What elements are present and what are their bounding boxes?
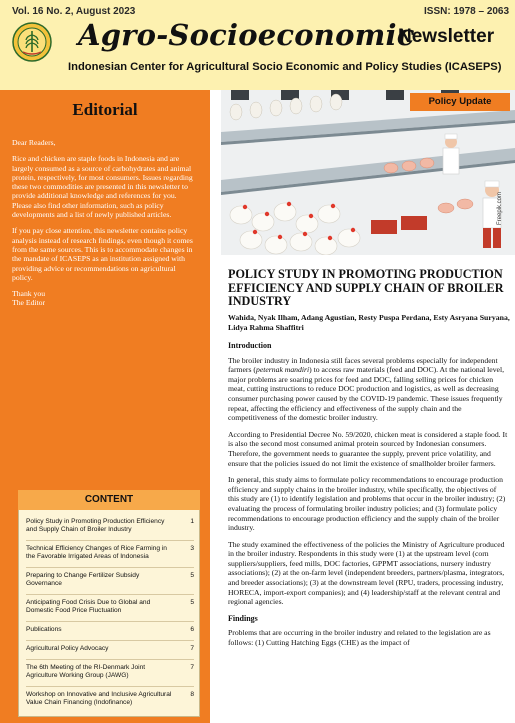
section-heading: Introduction: [228, 341, 272, 350]
issn-number: ISSN: 1978 – 2063: [424, 6, 510, 17]
contents-item-page: 7: [190, 664, 194, 671]
editorial-title: Editorial: [72, 100, 138, 119]
article-body: [228, 338, 508, 655]
contents-item-label: The 6th Meeting of the RI-Denmark Joint Agriculture Working Group (JAWG): [26, 664, 146, 679]
contents-title: CONTENT: [18, 490, 200, 510]
contents-item-label: Workshop on Innovative and Inclusive Agricultural Value Chain Financing (Indofinance): [26, 691, 172, 706]
editorial-paragraph: If you pay close attention, this newsletter contains policy analysis instead of research findings, even though it comes from the same sources. This is to accommodate changes in the mandate of ICASEPS as an institution assigned with providing advice or recommendations on agricultural policy.: [12, 226, 193, 282]
contents-list: [26, 518, 194, 713]
issue-volume: Vol. 16 No. 2, August 2023: [12, 6, 136, 17]
contents-item-label: Agricultural Policy Advocacy: [26, 645, 109, 652]
contents-item[interactable]: [26, 518, 194, 534]
contents-divider: [26, 640, 194, 641]
contents-item[interactable]: [26, 572, 194, 588]
editorial-greeting: Dear Readers,: [12, 138, 56, 147]
contents-item[interactable]: [26, 691, 194, 707]
contents-item-label: Publications: [26, 626, 62, 633]
contents-item-page: 7: [190, 645, 194, 652]
paragraph-italic-term: peternak mandiri: [255, 365, 310, 375]
editorial-signature: The Editor: [12, 298, 46, 308]
paragraph-text: ) to access raw materials (feed and DOC). At the national level, major problems are soaring prices for feed and DOC, falling selling prices for chicken meat, cutting instructions to reduce DOC production and logistics, as well as decreasing consumer purchasing power caused by the COVID-19 pandemic. These issues frequently repeat, affecting the efficiency and effectiveness of the supply chain and the competitiveness of the domestic broiler industry.: [228, 365, 505, 423]
article-paragraph: [228, 356, 508, 423]
contents-item-page: 6: [190, 626, 194, 633]
article-authors: Wahida, Nyak Ilham, Adang Agustian, Resty Puspa Perdana, Esty Asryana Suryana, Lidya Rahma Shaffitri: [228, 313, 510, 332]
contents-divider: [26, 686, 194, 687]
article-paragraph: Problems that are occurring in the broiler industry and related to the legislation are as follows: (1) Cutting Hatching Eggs (CHE) as the impact of: [228, 628, 491, 648]
contents-item-page: 5: [190, 599, 194, 606]
contents-item-label: Technical Efficiency Changes of Rice Farming in the Favorable Irrigated Areas of Indonesia: [26, 545, 167, 560]
contents-item-page: 5: [190, 572, 194, 579]
broiler-factory-illustration: [221, 90, 515, 255]
editorial-closing: Thank you: [12, 289, 46, 299]
contents-item-page: 1: [190, 518, 194, 525]
editorial-body: [12, 138, 198, 308]
contents-divider: [26, 567, 194, 568]
contents-item-page: 8: [190, 691, 194, 698]
article-paragraph: The study examined the effectiveness of the policies the Ministry of Agriculture produced in the broiler industry. Respondents in this study were (1) at the upstream level (corn suppliers/suppliers, feed mills, DOC factories, GPPMT associations, nursery industry associations); (2) at the on-farm level (independent breeders, partners/plasma, integrators, and breeder associations); (3) at the downstream level (RPU, traders, processing industry, HORECA, import-export companies); and (4) leadership/staff at the relevant central and regional agencies.: [228, 539, 505, 607]
contents-item[interactable]: [26, 645, 194, 653]
contents-item-page: 3: [190, 545, 194, 552]
contents-item-label: Anticipating Food Crisis Due to Global and Domestic Food Price Fluctuation: [26, 599, 151, 614]
editorial-signoff: [12, 289, 198, 308]
editorial-paragraph: Rice and chicken are staple foods in Indonesia and are largely consumed as a source of carbohydrates and animal protein, respectively, for most consumers. Issues regarding these two commodities are presented in this newsletter to provide additional knowledge and references for you. Please also find other information, such as policy developments and a list of newly published articles.: [12, 154, 193, 220]
policy-update-badge: Policy Update: [410, 93, 510, 111]
contents-item[interactable]: [26, 626, 194, 634]
article-paragraph: According to Presidential Decree No. 59/2020, chicken meat is considered a staple food. It is also the second most consumed animal protein sourced by Indonesian consumers. Therefore, the government needs to guarantee the supply, prevent price volatility, and ensure that the policies issued do not limit the existence of smallholder broiler farmers.: [228, 429, 508, 468]
contents-item[interactable]: [26, 545, 194, 561]
ministry-logo-icon: [12, 22, 52, 62]
newsletter-brand: Agro-Socioeconomic: [78, 18, 415, 52]
contents-item[interactable]: [26, 599, 194, 615]
image-credit: Freepik.com: [497, 191, 503, 225]
institution-name: Indonesian Center for Agricultural Socio Economic and Policy Studies (ICASEPS): [68, 61, 502, 73]
contents-divider: [26, 621, 194, 622]
contents-item-label: Preparing to Change Fertilizer Subsidy Governance: [26, 572, 140, 587]
section-heading: Findings: [228, 613, 258, 623]
contents-divider: [26, 659, 194, 660]
contents-divider: [26, 594, 194, 595]
newsletter-word: Newsletter: [398, 26, 495, 47]
article-paragraph: In general, this study aims to formulate policy recommendations to encourage production efficiency and supply chains in the broiler industry, while specifically, the objectives of this study are (1) to identify legislation and problems that occur in the broiler industry; (2) evaluating the process of formulating broiler industry policies; and (3) formulate policy recommendations to encourage production efficiency and the supply chain of the broiler industry.: [228, 475, 506, 533]
paragraph-text: The broiler industry in Indonesia still faces several problems especially for independent farmers (: [228, 355, 498, 375]
contents-item-label: Policy Study in Promoting Production Efficiency and Supply Chain of Broiler Industry: [26, 518, 165, 533]
article-title: POLICY STUDY IN PROMOTING PRODUCTION EFFICIENCY AND SUPPLY CHAIN OF BROILER INDUSTRY: [228, 267, 504, 308]
contents-item[interactable]: [26, 664, 194, 680]
contents-divider: [26, 540, 194, 541]
